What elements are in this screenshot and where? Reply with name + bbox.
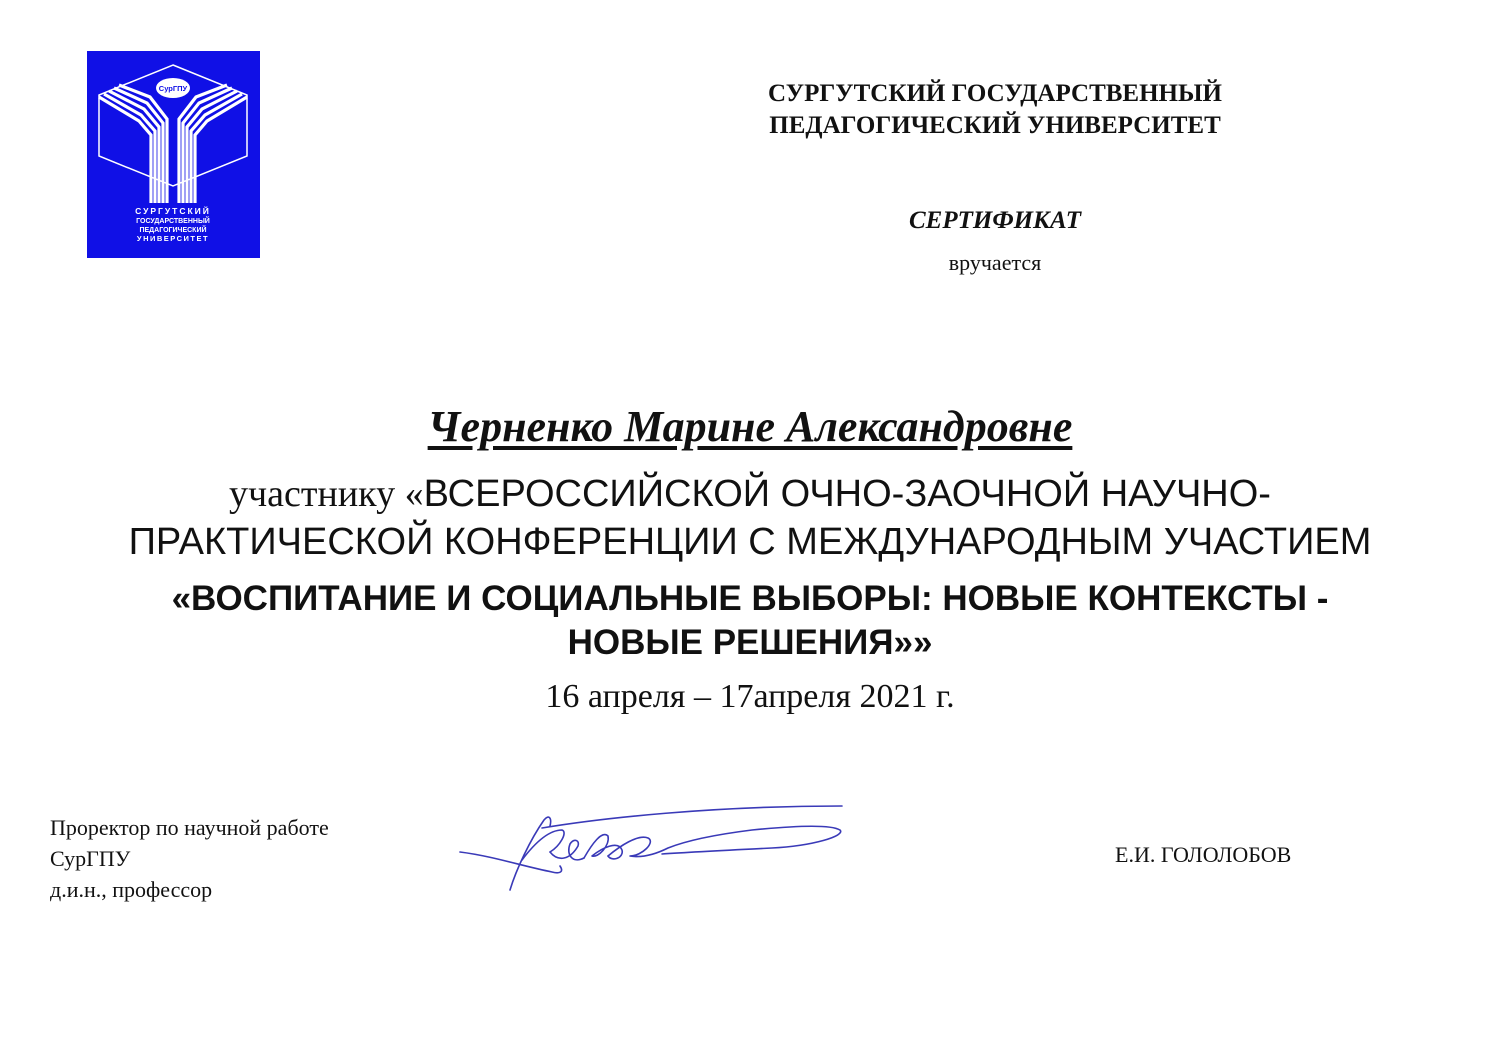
signer-position [50, 812, 329, 905]
logo-top-text: СурГПУ [158, 84, 188, 93]
logo-text-line-2: ГОСУДАРСТВЕННЫЙ [136, 218, 210, 225]
theme-line-2: НОВЫЕ РЕШЕНИЯ»» [567, 623, 933, 662]
logo-text-line-4: УНИВЕРСИТЕТ [136, 234, 210, 243]
certificate-subtitle: вручается [948, 250, 1042, 275]
handwritten-signature [452, 800, 847, 900]
recipient-name: Черненко Марине Александровне [427, 402, 1073, 451]
conference-prefix: участнику « [229, 473, 424, 515]
logo-text-line-3: ПЕДАГОГИЧЕСКИЙ [139, 227, 207, 234]
conference-dates: 16 апреля – 17апреля 2021 г. [545, 678, 955, 715]
conference-theme [40, 577, 1460, 665]
signer-position-line-1: Проректор по научной работе [50, 815, 329, 840]
logo-text-line-1: СУРГУТСКИЙ [135, 206, 211, 216]
university-name-line-1: СУРГУТСКИЙ ГОСУДАРСТВЕННЫЙ [768, 80, 1222, 107]
signer-position-line-2: СурГПУ [50, 846, 131, 871]
conference-line-1 [40, 470, 1460, 518]
theme-line-1: «ВОСПИТАНИЕ И СОЦИАЛЬНЫЕ ВЫБОРЫ: НОВЫЕ КОНТЕКСТЫ - [171, 579, 1329, 618]
signer-position-line-3: д.и.н., профессор [50, 877, 213, 902]
university-logo [87, 51, 260, 258]
signer-name: Е.И. ГОЛОЛОБОВ [1115, 842, 1292, 867]
conference-line-2: ПРАКТИЧЕСКОЙ КОНФЕРЕНЦИИ С МЕЖДУНАРОДНЫМ УЧАСТИЕМ [128, 521, 1372, 563]
conference-line-1-rest: ВСЕРОССИЙСКОЙ ОЧНО-ЗАОЧНОЙ НАУЧНО- [423, 473, 1271, 515]
conference-description [40, 470, 1460, 566]
university-name [600, 78, 1390, 142]
certificate-title: СЕРТИФИКАТ [909, 207, 1081, 234]
university-name-line-2: ПЕДАГОГИЧЕСКИЙ УНИВЕРСИТЕТ [769, 112, 1221, 139]
